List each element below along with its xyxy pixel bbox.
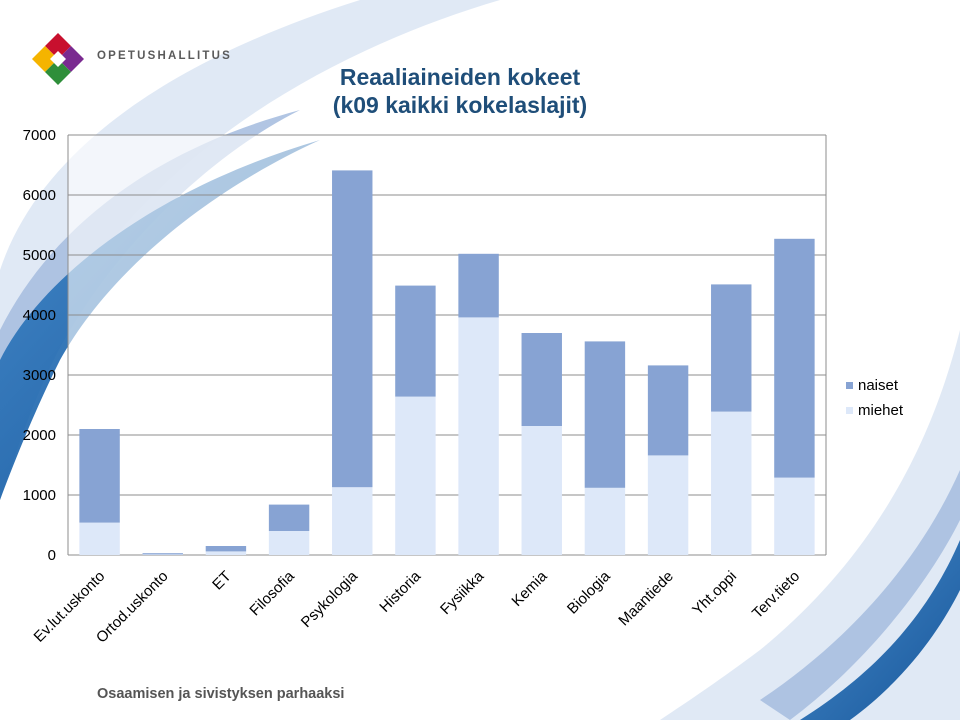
- y-tick-label: 2000: [22, 427, 56, 444]
- bar-miehet: [711, 412, 751, 555]
- bar-miehet: [585, 488, 625, 555]
- bar-miehet: [522, 426, 562, 555]
- x-tick-label: Psykologia: [297, 567, 362, 632]
- legend-label-miehet: miehet: [858, 402, 904, 419]
- x-tick-label: Kemia: [508, 567, 551, 610]
- bar-naiset: [79, 429, 119, 523]
- x-tick-label: Ev.lut.uskonto: [30, 567, 109, 646]
- bar-miehet: [143, 554, 183, 555]
- bar-miehet: [648, 455, 688, 555]
- bar-miehet: [395, 397, 435, 555]
- bar-naiset: [269, 505, 309, 531]
- chart-title-line2: (k09 kaikki kokelaslajit): [332, 92, 588, 118]
- bar-naiset: [458, 254, 498, 318]
- bar-miehet: [458, 317, 498, 555]
- y-tick-label: 7000: [22, 127, 56, 144]
- x-tick-label: Fysiikka: [437, 567, 488, 619]
- bar-naiset: [332, 170, 372, 487]
- x-tick-label: Historia: [376, 567, 425, 616]
- y-tick-label: 3000: [22, 367, 56, 384]
- chart-legend: [846, 373, 903, 423]
- bar-naiset: [143, 553, 183, 554]
- legend-item-naiset: [846, 373, 903, 398]
- x-tick-label: Yht.oppi: [689, 567, 741, 619]
- legend-label-naiset: naiset: [858, 377, 899, 394]
- y-tick-label: 0: [47, 547, 56, 564]
- x-tick-label: Biologia: [563, 567, 614, 618]
- x-tick-label: Filosofia: [246, 567, 298, 620]
- chart-title-line1: Reaaliaineiden kokeet: [339, 64, 581, 90]
- bar-miehet: [774, 478, 814, 555]
- legend-item-miehet: [846, 398, 903, 423]
- logo-wordmark: OPETUSHALLITUS: [97, 50, 232, 62]
- bar-naiset: [206, 546, 246, 551]
- bar-naiset: [585, 341, 625, 487]
- bar-miehet: [269, 531, 309, 555]
- y-tick-label: 6000: [22, 187, 56, 204]
- bar-miehet: [332, 487, 372, 555]
- x-tick-label: Ortod.uskonto: [92, 567, 172, 647]
- x-tick-label: Maantiede: [615, 567, 677, 630]
- bar-naiset: [648, 365, 688, 455]
- footer-slogan: Osaamisen ja sivistyksen parhaaksi: [97, 686, 345, 702]
- bar-naiset: [711, 284, 751, 411]
- bar-miehet: [79, 523, 119, 555]
- x-tick-label: Terv.tieto: [748, 567, 804, 623]
- bar-naiset: [774, 239, 814, 478]
- x-tick-label: ET: [209, 567, 235, 594]
- y-tick-label: 5000: [22, 247, 56, 264]
- y-tick-label: 4000: [22, 307, 56, 324]
- bar-naiset: [522, 333, 562, 426]
- bar-naiset: [395, 286, 435, 397]
- y-tick-label: 1000: [22, 487, 56, 504]
- bar-miehet: [206, 551, 246, 555]
- legend-swatch-naiset: [846, 382, 853, 389]
- legend-swatch-miehet: [846, 407, 853, 414]
